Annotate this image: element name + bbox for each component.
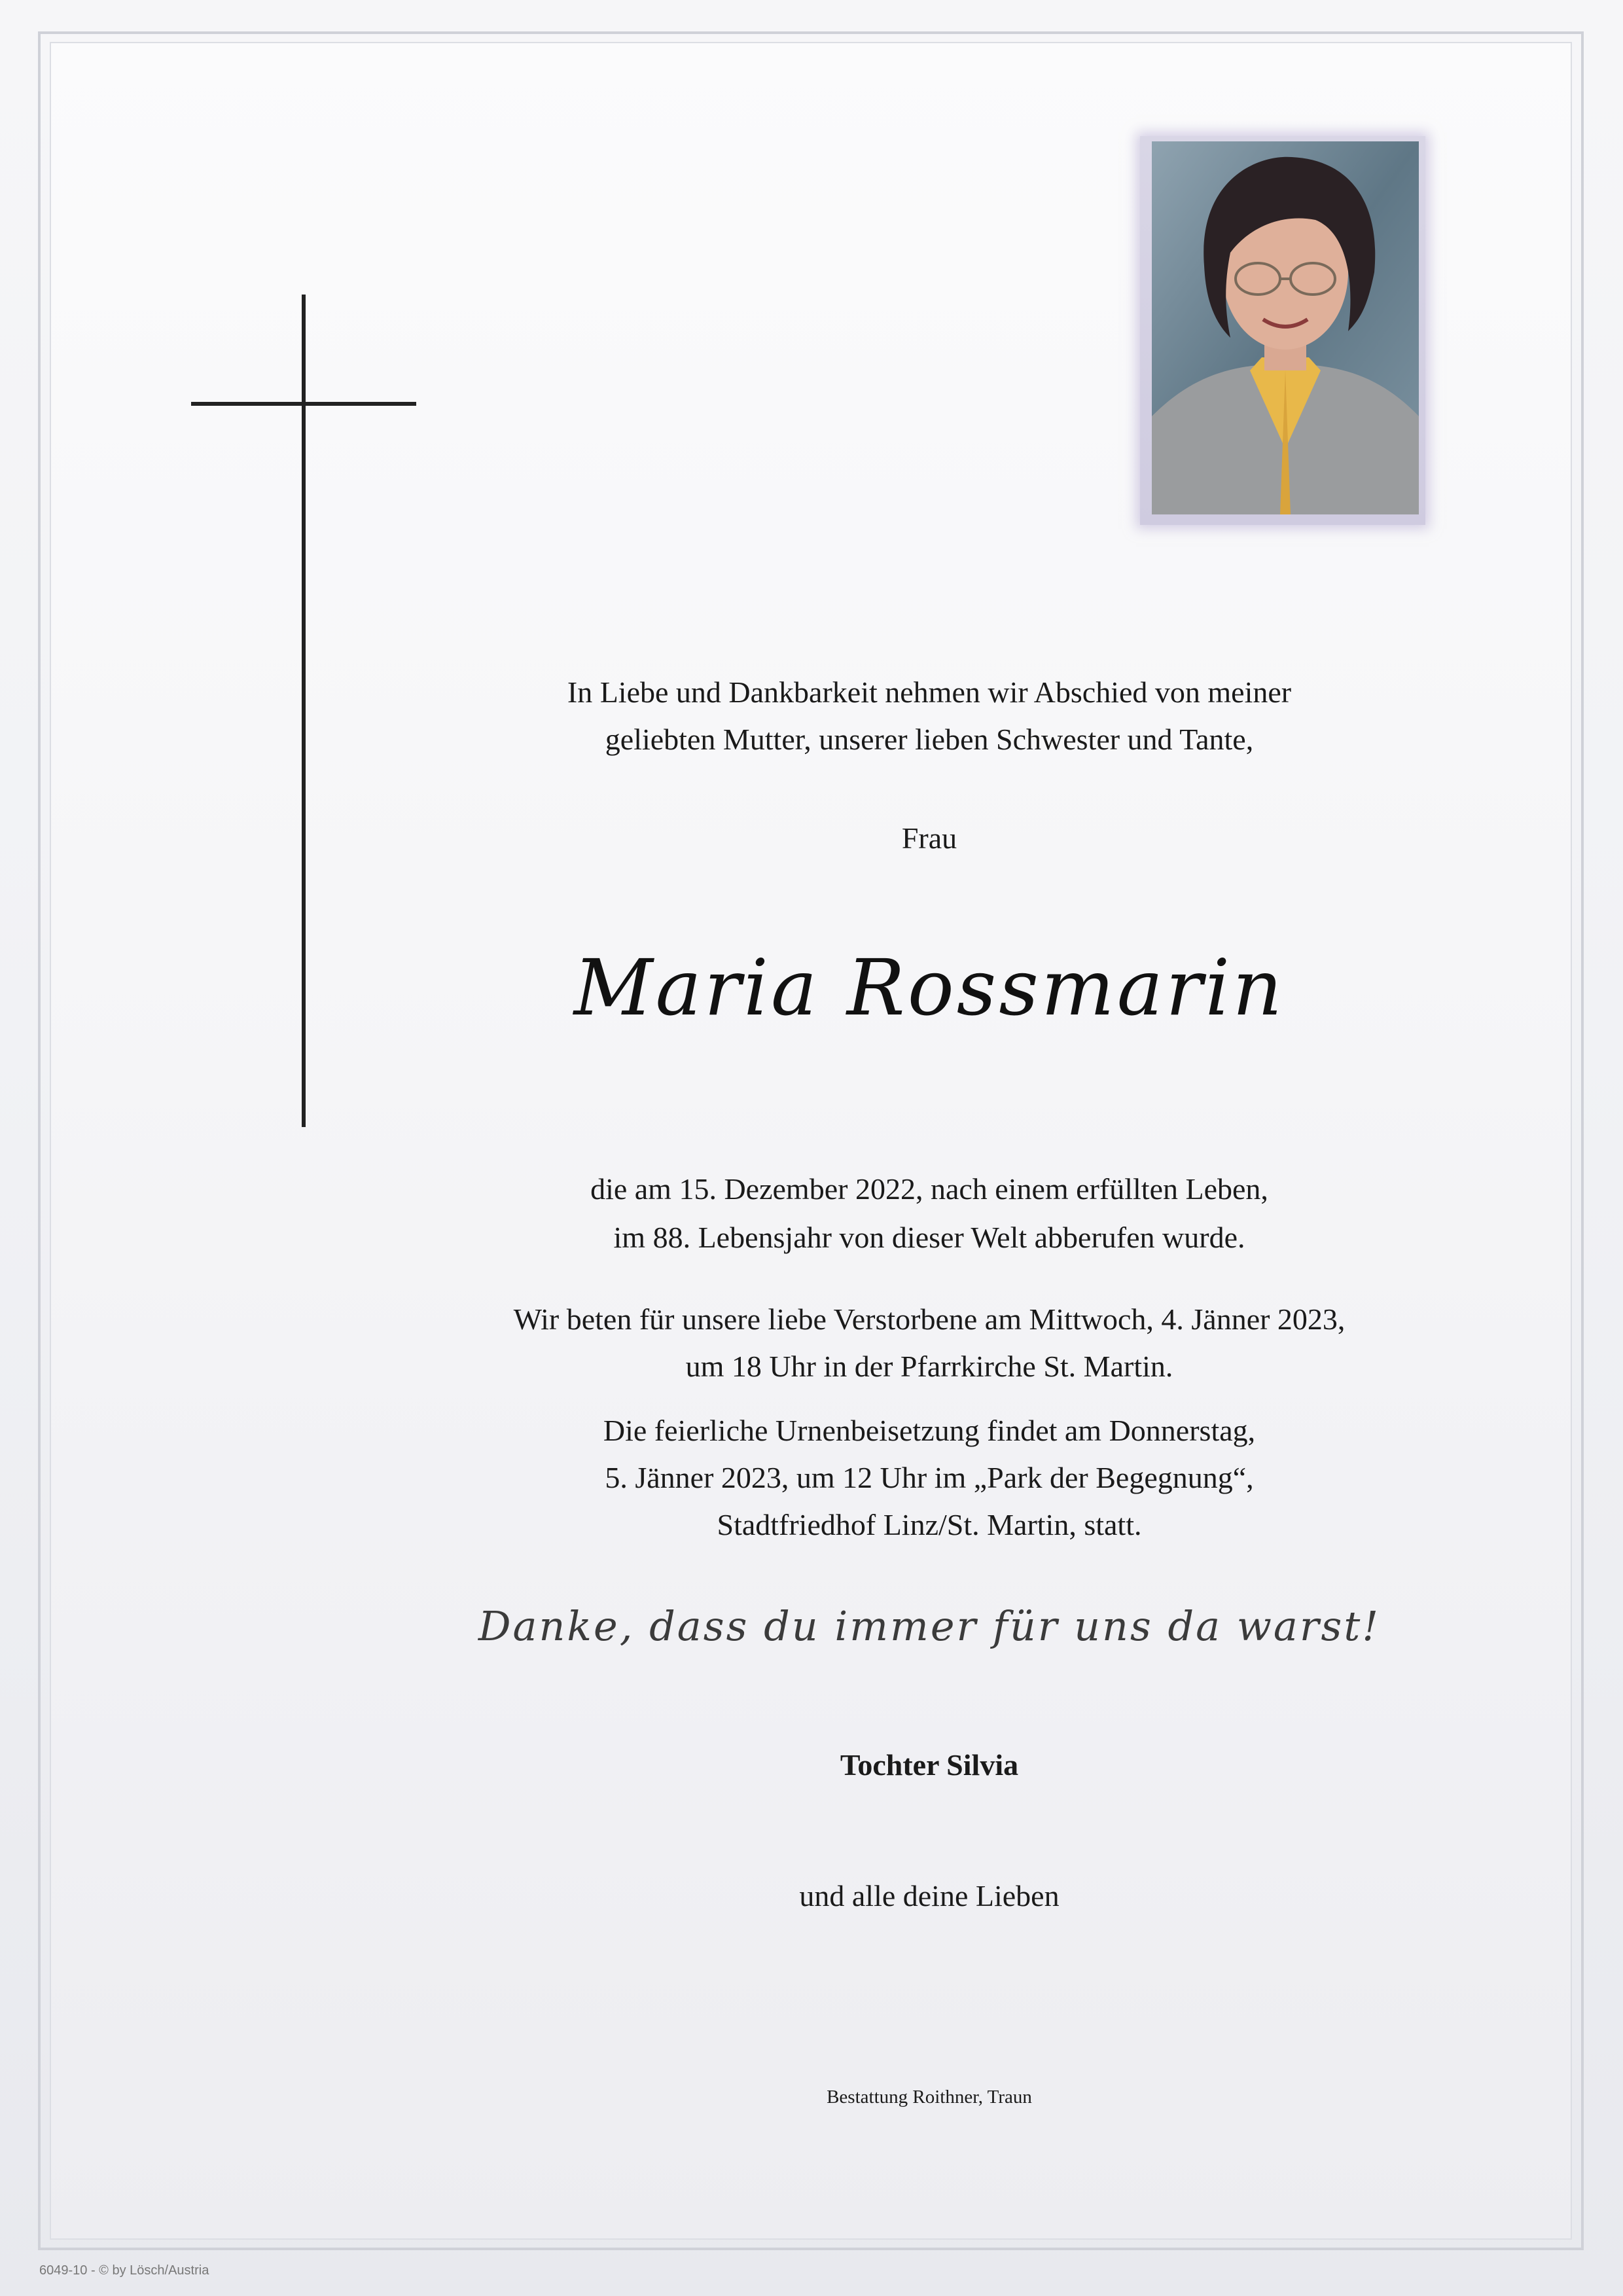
prayer-notice bbox=[406, 1296, 1453, 1390]
mourner-daughter: Tochter Silvia bbox=[840, 1748, 1019, 1782]
thanks-quote: Danke, dass du immer für uns da warst! bbox=[478, 1602, 1381, 1650]
portrait-photo bbox=[1152, 141, 1419, 514]
cross-icon-horizontal-bar bbox=[191, 402, 416, 406]
honorific: Frau bbox=[901, 821, 957, 855]
burial-notice bbox=[406, 1407, 1453, 1549]
print-footer: 6049-10 - © by Lösch/Austria bbox=[39, 2263, 209, 2278]
death-notice bbox=[406, 1165, 1453, 1262]
intro-line-1: In Liebe und Dankbarkeit nehmen wir Abschied von meiner bbox=[567, 675, 1292, 709]
intro-text bbox=[406, 669, 1453, 763]
mourner-others: und alle deine Lieben bbox=[799, 1879, 1060, 1912]
death-line-1: die am 15. Dezember 2022, nach einem erfüllten Leben, bbox=[590, 1172, 1268, 1206]
prayer-line-2: um 18 Uhr in der Pfarrkirche St. Martin. bbox=[685, 1350, 1173, 1383]
undertaker-credit: Bestattung Roithner, Traun bbox=[827, 2087, 1032, 2108]
burial-line-3: Stadtfriedhof Linz/St. Martin, statt. bbox=[717, 1508, 1142, 1541]
prayer-line-1: Wir beten für unsere liebe Verstorbene am Mittwoch, 4. Jänner 2023, bbox=[513, 1302, 1346, 1336]
burial-line-1: Die feierliche Urnenbeisetzung findet am Donnerstag, bbox=[603, 1414, 1256, 1447]
intro-line-2: geliebten Mutter, unserer lieben Schwester und Tante, bbox=[605, 723, 1254, 756]
death-line-2: im 88. Lebensjahr von dieser Welt abberufen wurde. bbox=[613, 1221, 1245, 1254]
cross-icon-vertical-bar bbox=[302, 295, 306, 1127]
burial-line-2: 5. Jänner 2023, um 12 Uhr im „Park der Begegnung“, bbox=[605, 1461, 1254, 1494]
deceased-name: Maria Rossmarin bbox=[573, 942, 1285, 1033]
